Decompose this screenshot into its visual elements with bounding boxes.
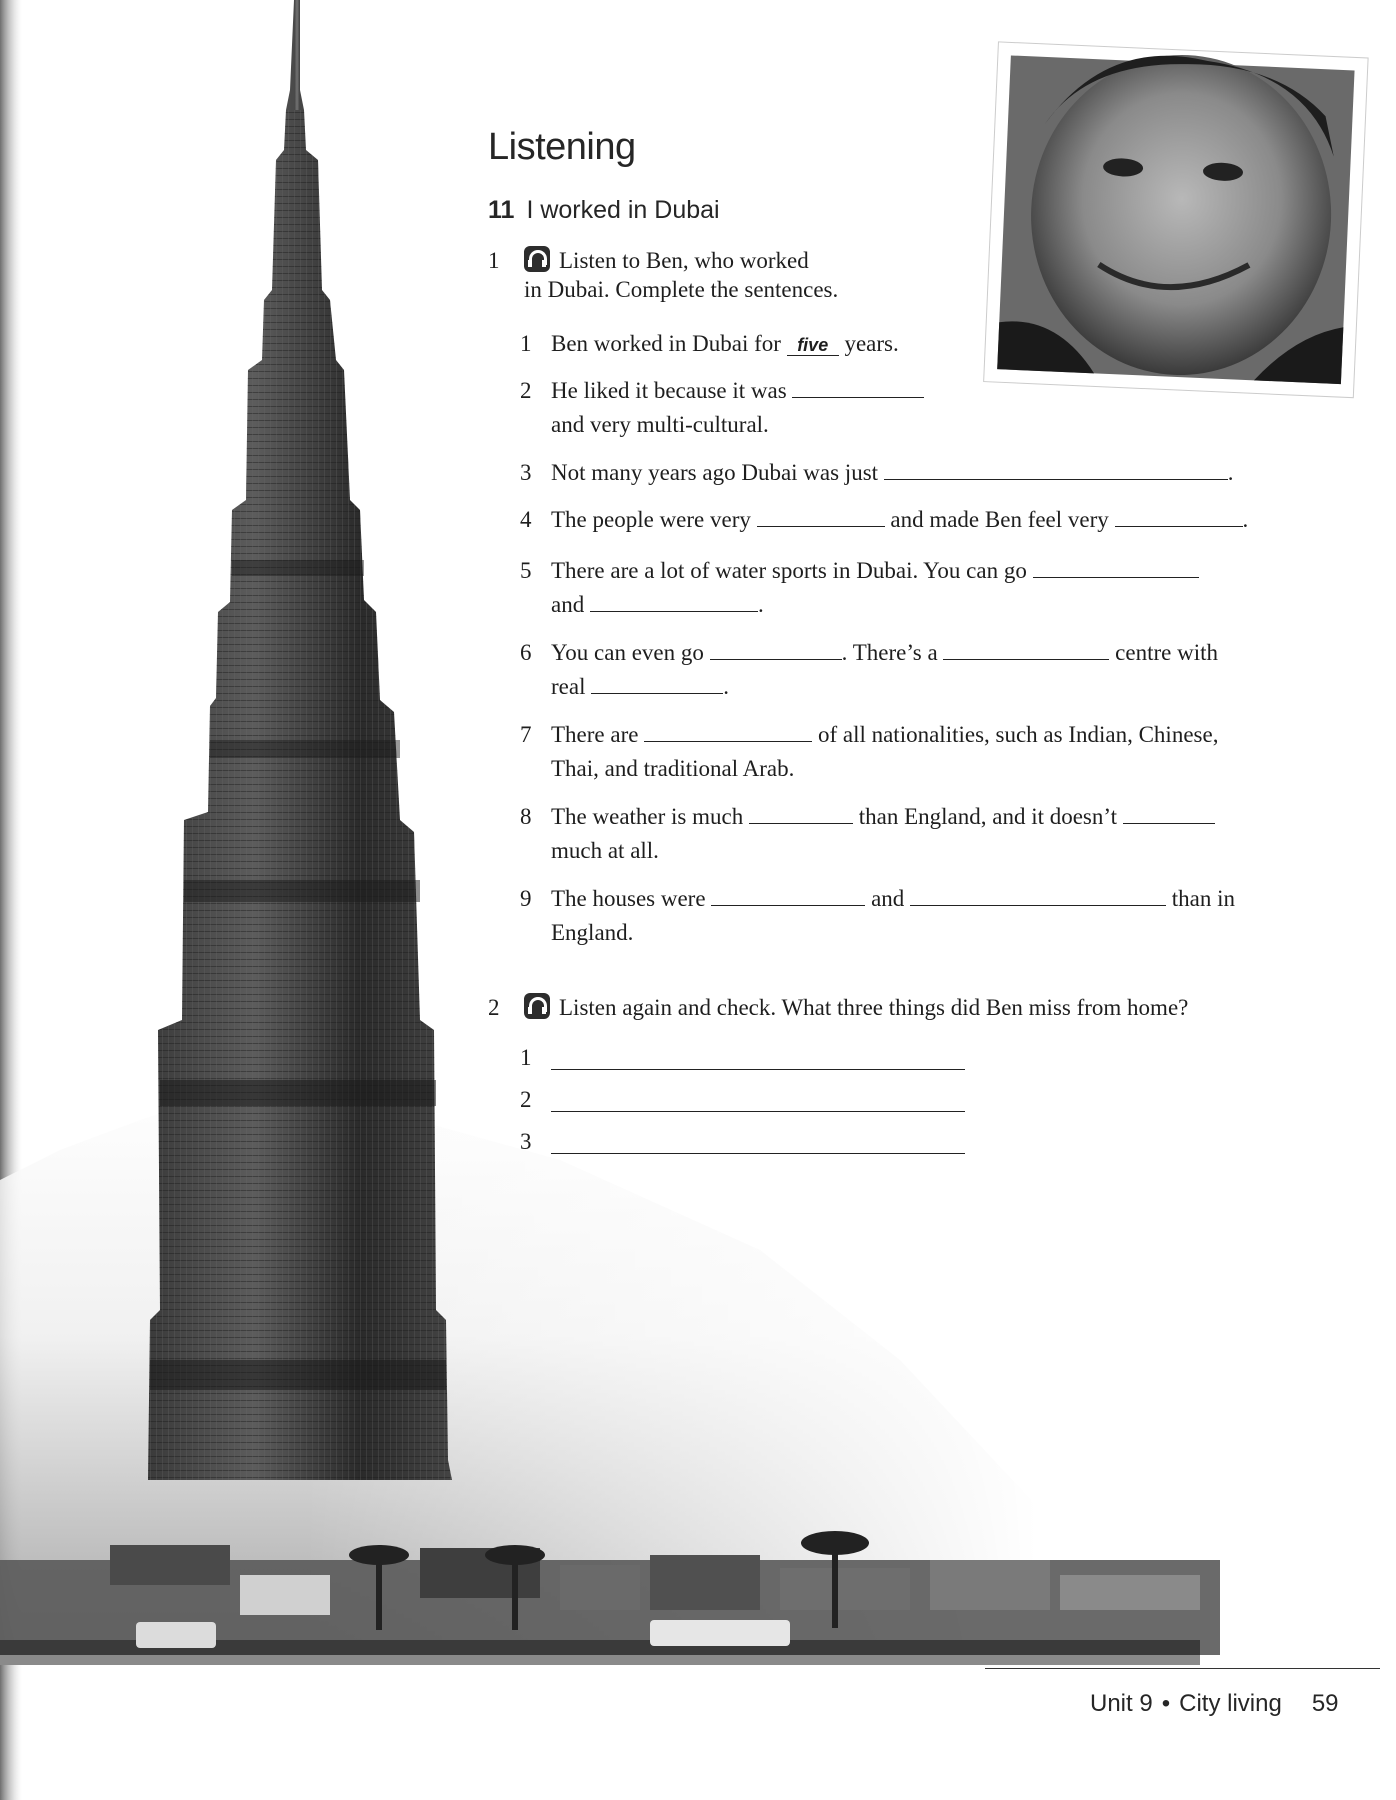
answer-line-2 bbox=[520, 1087, 532, 1113]
question-item-8 bbox=[520, 800, 1280, 868]
item-text: England. bbox=[551, 920, 634, 945]
item-text: of all nationalities, such as Indian, Chinese, bbox=[817, 722, 1219, 747]
item-text: than England, and it doesn’t bbox=[858, 804, 1118, 829]
answer-blank[interactable] bbox=[910, 885, 1166, 906]
item-text: and bbox=[551, 592, 585, 617]
item-text: than in bbox=[1171, 886, 1236, 911]
question-item-3 bbox=[520, 456, 1280, 490]
item-number: 8 bbox=[520, 804, 532, 829]
task-1-instruction bbox=[488, 246, 838, 304]
item-text: . There’s a bbox=[841, 640, 938, 665]
item-text: The weather is much bbox=[551, 804, 744, 829]
answer-line-3 bbox=[520, 1129, 532, 1155]
item-number: 9 bbox=[520, 886, 532, 911]
question-item-6 bbox=[520, 636, 1280, 704]
answer-blank[interactable] bbox=[711, 885, 865, 906]
item-text: real bbox=[551, 674, 586, 699]
answer-blank[interactable] bbox=[792, 377, 924, 398]
exercise-heading bbox=[488, 196, 720, 225]
task-number: 2 bbox=[488, 995, 500, 1020]
headphones-icon[interactable] bbox=[524, 993, 550, 1019]
item-text: . bbox=[1242, 507, 1249, 532]
headphones-icon[interactable] bbox=[524, 246, 550, 272]
answer-line-1 bbox=[520, 1045, 532, 1071]
item-text: He liked it because it was bbox=[551, 378, 787, 403]
task-1-instruction-line2: in Dubai. Complete the sentences. bbox=[524, 277, 839, 302]
item-text: and made Ben feel very bbox=[890, 507, 1109, 532]
answer-blank[interactable] bbox=[590, 591, 758, 612]
question-item-7 bbox=[520, 718, 1280, 786]
item-text: You can even go bbox=[551, 640, 704, 665]
question-item-9 bbox=[520, 882, 1280, 950]
answer-blank[interactable] bbox=[551, 1069, 965, 1070]
task-2-instruction bbox=[488, 993, 1188, 1022]
item-number: 4 bbox=[520, 507, 532, 532]
task-2-instruction-text: Listen again and check. What three things did Ben miss from home? bbox=[559, 995, 1189, 1020]
item-text: much at all. bbox=[551, 838, 659, 863]
answer-line-number: 3 bbox=[520, 1129, 532, 1154]
answer-line-number: 2 bbox=[520, 1087, 532, 1112]
exercise-title: I worked in Dubai bbox=[526, 196, 720, 224]
question-item-5 bbox=[520, 554, 1280, 622]
answer-blank[interactable] bbox=[884, 459, 1228, 480]
answer-blank[interactable] bbox=[1115, 506, 1243, 527]
item-number: 2 bbox=[520, 378, 532, 403]
task-1-instruction-line1: Listen to Ben, who worked bbox=[559, 248, 809, 273]
section-title: Listening bbox=[488, 126, 636, 168]
item-text: and very multi-cultural. bbox=[551, 412, 769, 437]
answer-blank[interactable] bbox=[591, 673, 723, 694]
answer-blank[interactable] bbox=[749, 803, 853, 824]
answer-blank[interactable] bbox=[757, 506, 885, 527]
page-number: 59 bbox=[1311, 1690, 1339, 1717]
item-text: years. bbox=[844, 331, 899, 356]
answer-blank[interactable] bbox=[710, 639, 842, 660]
footer-separator: • bbox=[1161, 1690, 1171, 1717]
item-number: 7 bbox=[520, 722, 532, 747]
item-number: 3 bbox=[520, 460, 532, 485]
footer-unit: Unit 9 bbox=[1090, 1690, 1153, 1717]
answer-blank[interactable] bbox=[943, 639, 1109, 660]
item-text: and bbox=[871, 886, 905, 911]
answer-filled[interactable]: five bbox=[787, 335, 839, 356]
answer-blank[interactable] bbox=[551, 1111, 965, 1112]
item-text: Not many years ago Dubai was just bbox=[551, 460, 879, 485]
item-text: . bbox=[723, 674, 729, 699]
item-text: There are bbox=[551, 722, 639, 747]
item-number: 5 bbox=[520, 558, 532, 583]
item-text: The houses were bbox=[551, 886, 706, 911]
question-item-4 bbox=[520, 503, 1280, 537]
item-number: 1 bbox=[520, 331, 532, 356]
footer-topic: City living bbox=[1179, 1690, 1282, 1717]
item-text: There are a lot of water sports in Dubai. You can go bbox=[551, 558, 1027, 583]
answer-line-number: 1 bbox=[520, 1045, 532, 1070]
answer-blank[interactable] bbox=[644, 721, 812, 742]
footer-divider bbox=[985, 1668, 1380, 1669]
task-number: 1 bbox=[488, 248, 500, 273]
question-item-1 bbox=[520, 327, 1280, 361]
item-text: The people were very bbox=[551, 507, 751, 532]
tower-graphic bbox=[148, 0, 452, 1480]
item-text: . bbox=[757, 592, 764, 617]
question-item-2 bbox=[520, 374, 1280, 442]
item-text: . bbox=[1227, 460, 1234, 485]
page-footer bbox=[1090, 1690, 1339, 1718]
item-number: 6 bbox=[520, 640, 532, 665]
answer-blank[interactable] bbox=[1033, 557, 1199, 578]
answer-blank[interactable] bbox=[1123, 803, 1215, 824]
item-text: Ben worked in Dubai for bbox=[551, 331, 781, 356]
answer-blank[interactable] bbox=[551, 1153, 965, 1154]
exercise-number: 11 bbox=[488, 196, 515, 224]
item-text: centre with bbox=[1115, 640, 1218, 665]
item-text: Thai, and traditional Arab. bbox=[551, 756, 795, 781]
